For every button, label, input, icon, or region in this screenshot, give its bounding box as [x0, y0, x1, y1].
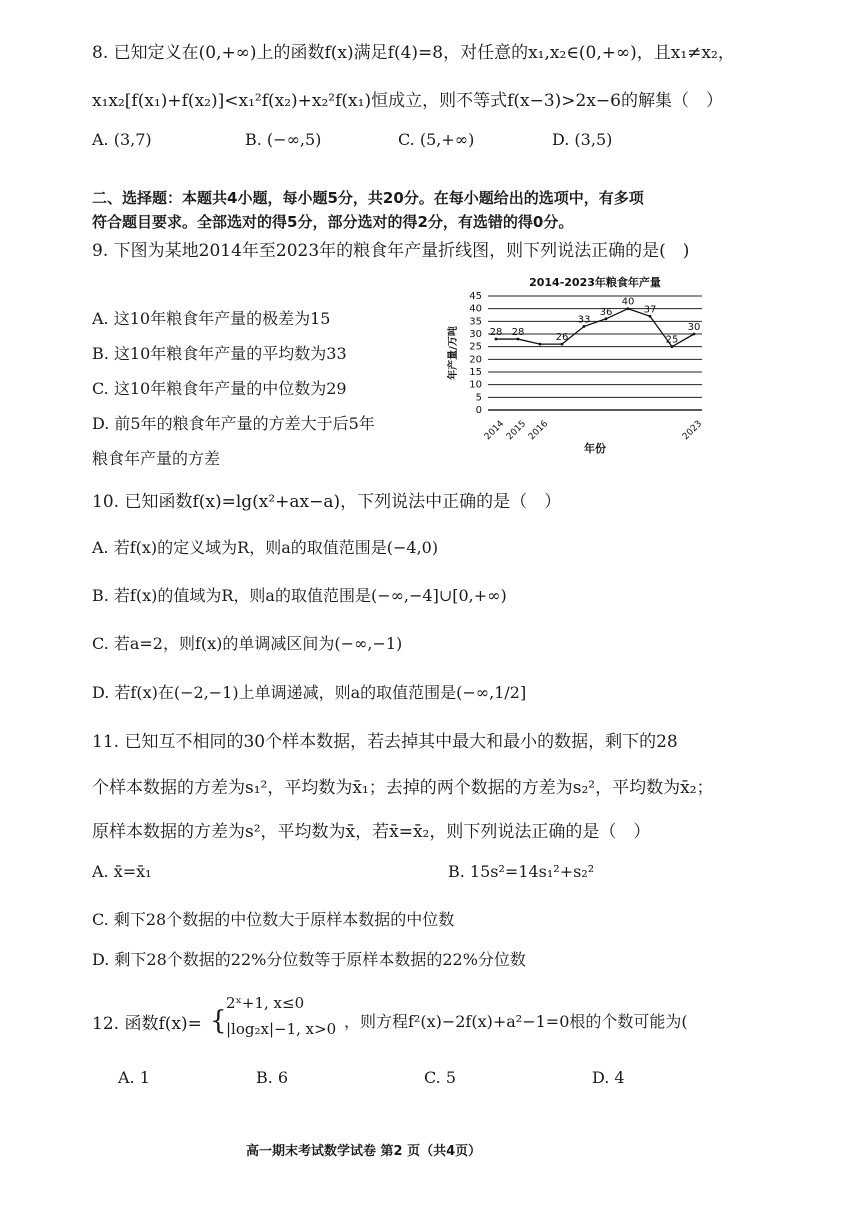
data-label: 25: [665, 334, 679, 346]
q11-line1: 11. 已知互不相同的30个样本数据，若去掉其中最大和最小的数据，剩下的28: [92, 732, 678, 752]
y-tick-label: 30: [469, 329, 482, 340]
section2-heading-line2: 符合题目要求。全部选对的得5分，部分选对的得2分，有选错的得0分。: [92, 213, 574, 231]
q12-option-d: D. 4: [592, 1068, 625, 1087]
chart-title: 2014-2023年粮食年产量: [529, 276, 661, 289]
data-label: 30: [687, 322, 701, 333]
q10-option-c: C. 若a=2，则f(x)的单调减区间为(−∞,−1): [92, 634, 403, 653]
y-tick-label: 45: [469, 291, 482, 302]
y-tick-label: 10: [469, 379, 482, 391]
q11-option-a: A. x̄=x̄₁: [92, 862, 152, 881]
q12-lead: 12. 函数f(x)=: [92, 1014, 202, 1034]
section2-heading-line1: 二、选择题：本题共4小题，每小题5分，共20分。在每小题给出的选项中，有多项: [92, 189, 644, 207]
q8-option-b: B. (−∞,5): [245, 130, 322, 149]
q8-line2: x₁x₂[f(x₁)+f(x₂)]<x₁²f(x₂)+x₂²f(x₁)恒成立，则不等式f(x−3)>2x−6的解集（ ）: [92, 91, 723, 111]
data-point: [649, 315, 652, 318]
grain-production-line-chart: [440, 270, 720, 460]
q12-tail: ，则方程f²(x)−2f(x)+a²−1=0根的个数可能为(: [344, 1012, 688, 1031]
data-label: 28: [511, 327, 525, 339]
x-axis-label: 年份: [584, 442, 606, 455]
x-tick-label: 2014: [482, 418, 507, 443]
data-label: 37: [643, 304, 657, 316]
y-axis-label: 年产量/万吨: [448, 326, 459, 380]
y-tick-label: 35: [469, 316, 482, 328]
q8-option-d: D. (3,5): [552, 130, 613, 149]
q9-option-d: D. 前5年的粮食年产量的方差大于后5年: [92, 414, 375, 433]
x-tick-label: 2015: [504, 418, 529, 443]
data-point: [693, 333, 696, 336]
q11-option-d: D. 剩下28个数据的22%分位数等于原样本数据的22%分位数: [92, 950, 526, 969]
y-tick-label: 25: [469, 341, 482, 353]
q11-line3: 原样本数据的方差为s²，平均数为x̄，若x̄=x̄₂，则下列说法正确的是（ ）: [92, 822, 651, 842]
q12-case-1: 2ˣ+1, x≤0: [226, 994, 305, 1012]
q11-option-b: B. 15s²=14s₁²+s₂²: [448, 862, 595, 881]
q11-option-c: C. 剩下28个数据的中位数大于原样本数据的中位数: [92, 910, 455, 929]
q9-option-a: A. 这10年粮食年产量的极差为15: [92, 309, 331, 328]
q12-case-2: |log₂x|−1, x>0: [226, 1020, 337, 1038]
q9-option-b: B. 这10年粮食年产量的平均数为33: [92, 344, 347, 363]
q11-line2: 个样本数据的方差为s₁²，平均数为x̄₁；去掉的两个数据的方差为s₂²，平均数为x̄₂；: [92, 778, 714, 798]
q8-line1: 8. 已知定义在(0,+∞)上的函数f(x)满足f(4)=8，对任意的x₁,x₂∈(0,+∞)，且x₁≠x₂，: [92, 43, 735, 63]
data-point: [517, 338, 520, 341]
series-line: [496, 306, 694, 347]
data-label: 26: [555, 332, 569, 344]
q9-option-d-continued: 粮食年产量的方差: [92, 449, 221, 468]
x-tick-label: 2023: [680, 418, 705, 443]
data-label: 33: [577, 314, 591, 326]
q9-stem: 9. 下图为某地2014年至2023年的粮食年产量折线图，则下列说法正确的是( ): [92, 241, 690, 261]
q10-option-d: D. 若f(x)在(−2,−1)上单调递减，则a的取值范围是(−∞,1/2]: [92, 683, 527, 702]
y-tick-label: 0: [475, 405, 482, 416]
q12-brace: {: [210, 1006, 227, 1036]
q9-option-c: C. 这10年粮食年产量的中位数为29: [92, 379, 347, 398]
data-label: 40: [621, 296, 635, 308]
q12-option-b: B. 6: [256, 1068, 289, 1087]
q8-option-c: C. (5,+∞): [398, 130, 475, 149]
y-tick-label: 20: [469, 354, 482, 366]
data-label: 36: [599, 306, 613, 318]
data-point: [605, 317, 608, 320]
x-tick-label: 2016: [526, 418, 551, 443]
q10-stem: 10. 已知函数f(x)=lg(x²+ax−a)，下列说法中正确的是（ ）: [92, 492, 562, 512]
y-tick-label: 15: [469, 367, 482, 378]
data-point: [561, 343, 564, 346]
y-tick-label: 40: [469, 303, 482, 315]
data-point: [671, 345, 674, 348]
data-point: [627, 307, 630, 310]
q10-option-a: A. 若f(x)的定义域为R，则a的取值范围是(−4,0): [92, 538, 439, 557]
data-point: [583, 325, 586, 328]
y-tick-label: 5: [475, 392, 482, 404]
q12-option-a: A. 1: [118, 1068, 150, 1087]
data-label: 28: [489, 327, 503, 339]
data-point: [539, 343, 542, 346]
data-point: [495, 338, 498, 341]
q10-option-b: B. 若f(x)的值域为R，则a的取值范围是(−∞,−4]∪[0,+∞): [92, 586, 507, 605]
page-footer: 高一期末考试数学试卷 第2 页（共4页）: [246, 1144, 482, 1159]
q8-option-a: A. (3,7): [92, 130, 152, 149]
q12-option-c: C. 5: [424, 1068, 457, 1087]
